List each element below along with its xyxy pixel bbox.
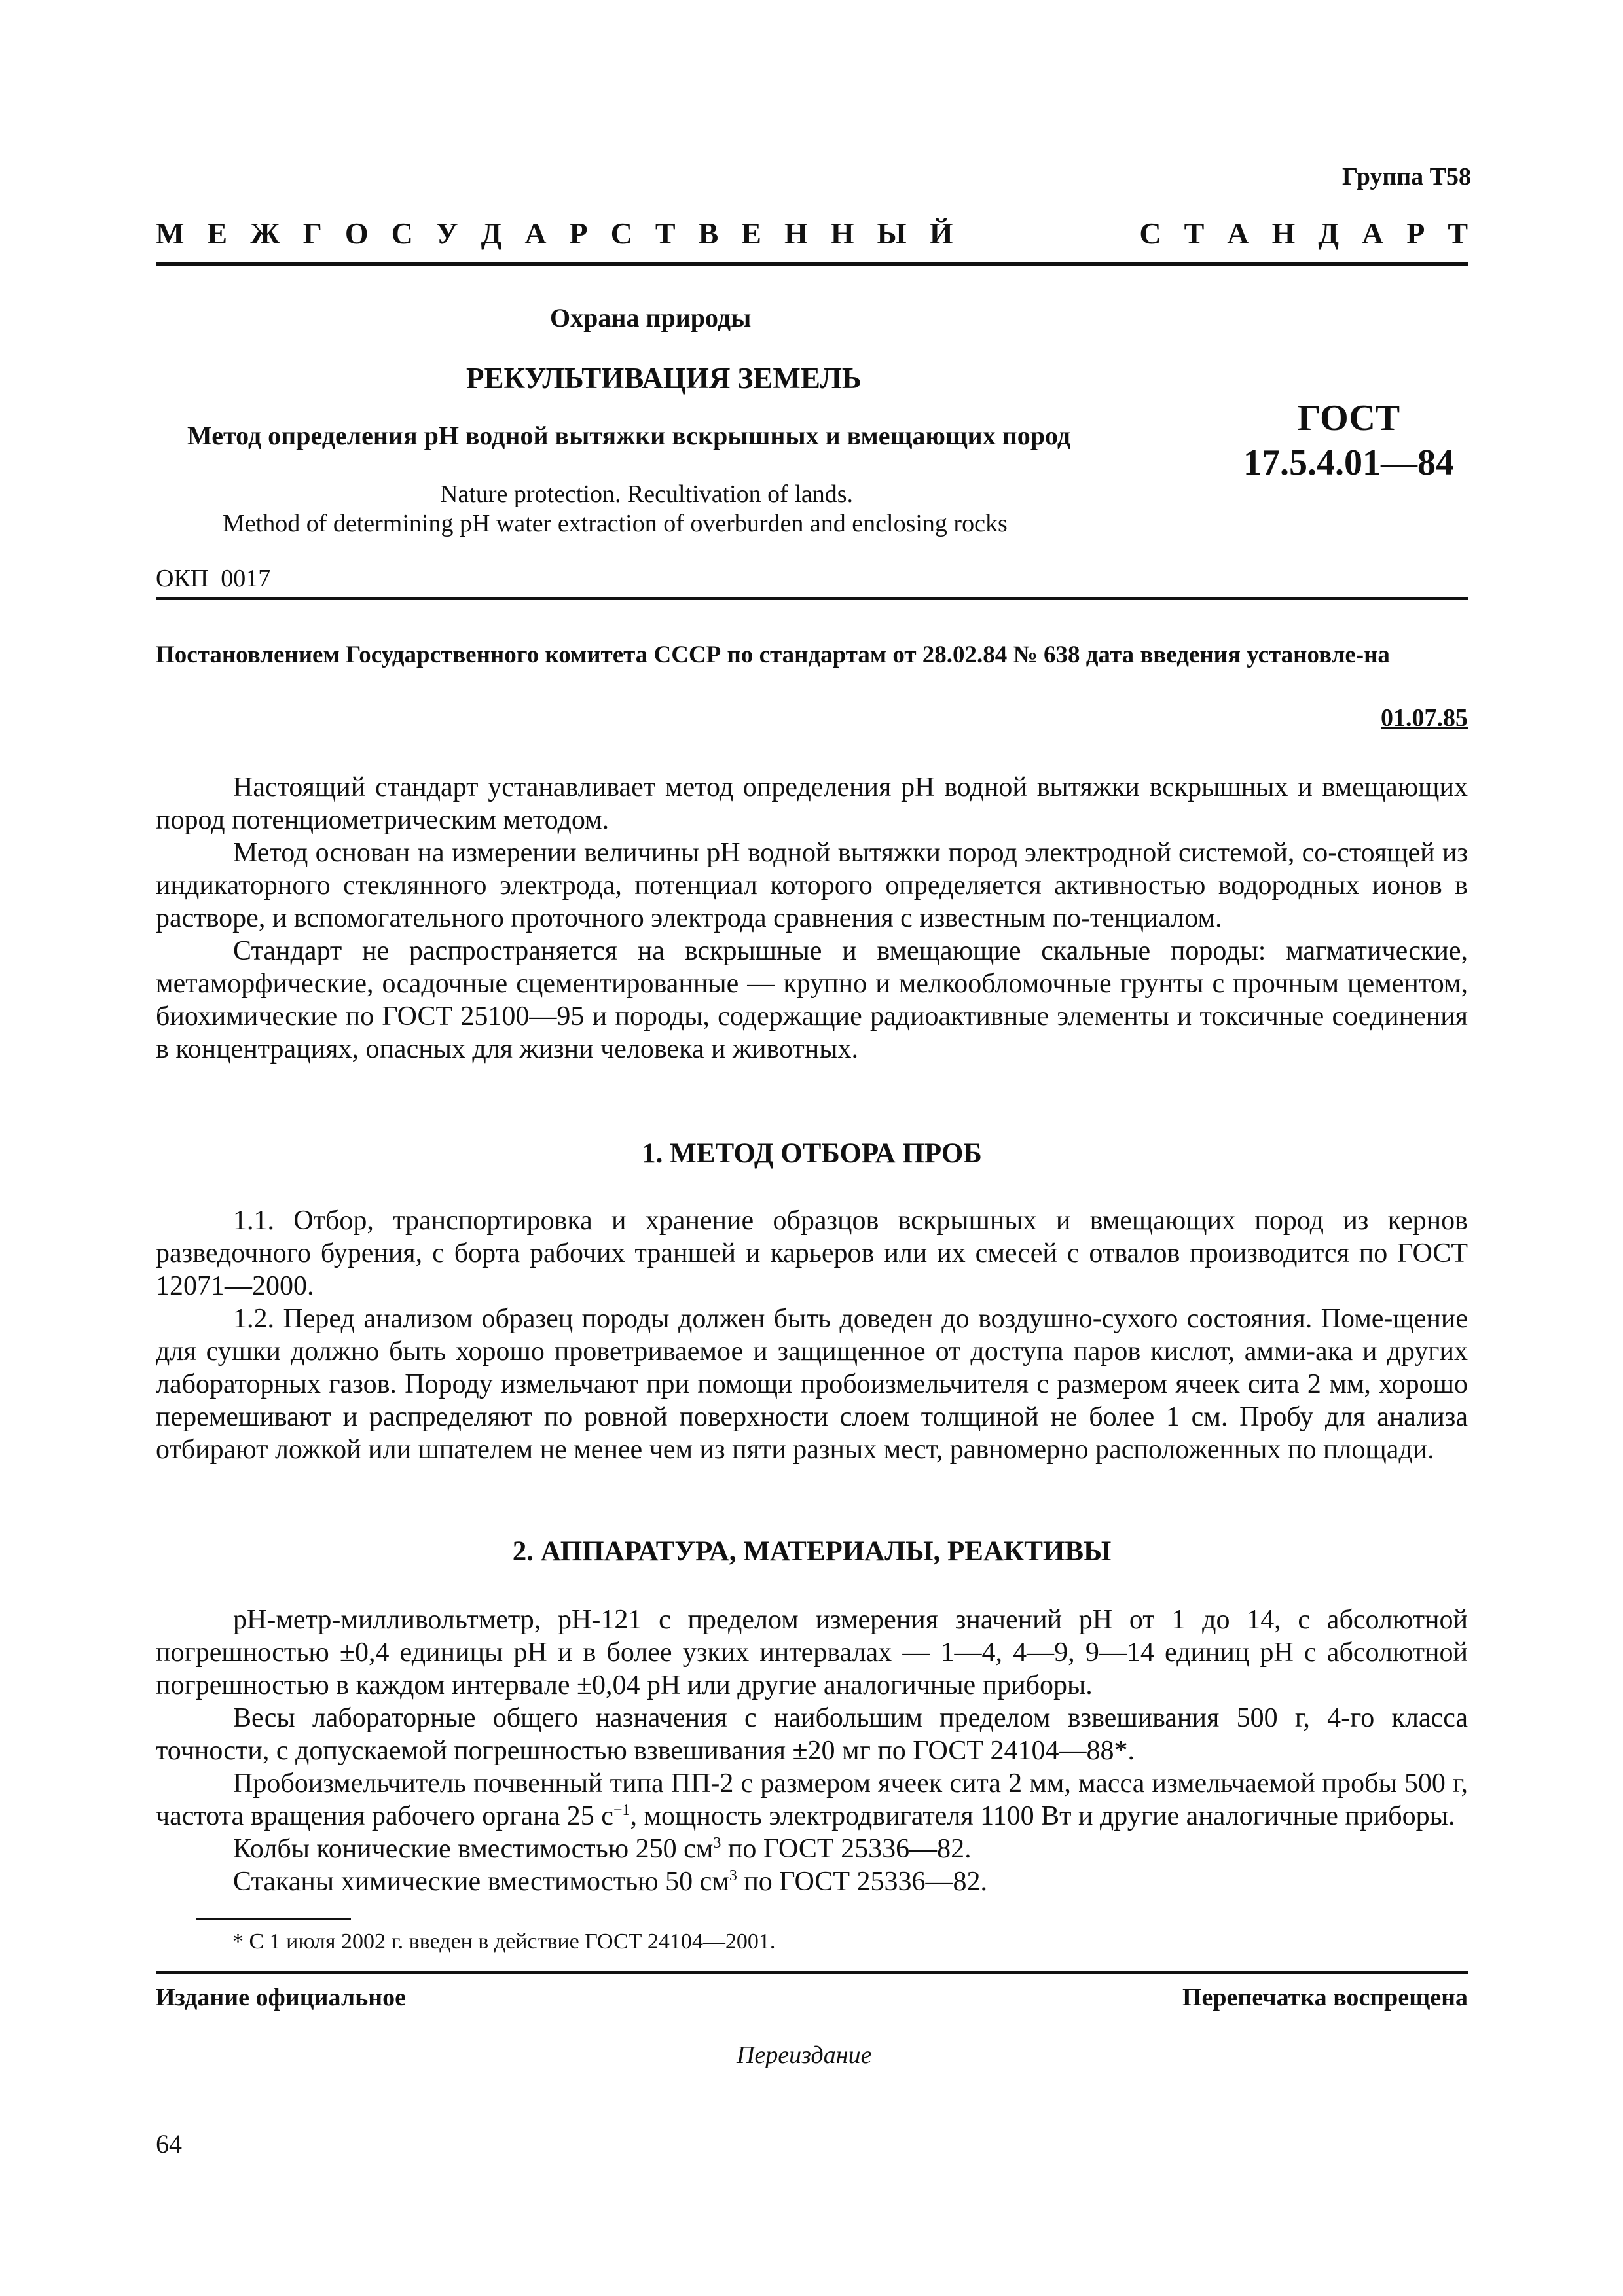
section2-paragraph: рН-метр-милливольтметр, рН-121 с пределом измерения значений рН от 1 до 14, с абсолютной погрешностью ±0,4 единицы рН и в более узких интервалах — 1—4, 4—9, 9—14 единиц рН с абсолютной погрешностью в каждом интервале ±0,04 рН или другие аналогичные приборы. (156, 1605, 1468, 1700)
footer-reissue: Переиздание (737, 2041, 872, 2069)
p3-text-a: Пробоизмельчитель почвенный типа ПП-2 с размером ячеек сита 2 мм, масса измельчаемой пробы 500 г, частота вращения рабочего органа 25 с (156, 1768, 1468, 1831)
banner-left-word: М Е Ж Г О С У Д А Р С Т В Е Н Н Ы Й (156, 217, 953, 250)
standard-banner (156, 216, 1468, 251)
page-number: 64 (156, 2129, 182, 2159)
p3-text-b: , мощность электродвигателя 1100 Вт и другие аналогичные приборы. (630, 1801, 1455, 1831)
p5-text-b: по ГОСТ 25336—82. (737, 1867, 988, 1897)
footnote-text: * С 1 июля 2002 г. введен в действие ГОСТ 24104—2001. (232, 1929, 776, 1954)
okp-code: ОКП 0017 (156, 565, 271, 592)
section2-paragraph (156, 1833, 1468, 1865)
section2-heading: 2. АППАРАТУРА, МАТЕРИАЛЫ, РЕАКТИВЫ (512, 1536, 1112, 1567)
title-line3: Метод определения рН водной вытяжки вскрышных и вмещающих пород (187, 421, 1071, 450)
decree-date: 01.07.85 (1381, 704, 1468, 732)
intro-paragraph: Настоящий стандарт устанавливает метод определения рН водной вытяжки вскрышных и вмещающих пород потенциометрическим методом. (156, 772, 1468, 835)
section1-paragraph: 1.2. Перед анализом образец породы должен быть доведен до воздушно-сухого состояния. Поме-щение для сушки должно быть хорошо проветриваемое и защищенное от доступа паров кислот, амми-ака и других лабораторных газов. Породу измельчают при помощи пробоизмельчителя с размером ячеек сита 2 мм, хорошо перемешивают и распределяют по ровной поверхности слоем толщиной не более 1 см. Пробу для анализа отбирают ложкой или шпателем не менее чем из пяти разных мест, равномерно расположенных по площади. (156, 1304, 1468, 1465)
footer-official-edition: Издание официальное (156, 1984, 407, 2011)
decree-text: Постановлением Государственного комитета СССР по стандартам от 28.02.84 № 638 дата введения установле-на (156, 641, 1390, 668)
intro-paragraph: Метод основан на измерении величины рН водной вытяжки пород электродной системой, со-стоящей из индикаторного стеклянного электрода, потенциал которого определяется активностью водородных ионов в растворе, и вспомогательного проточного электрода сравнения с известным по-тенциалом. (156, 838, 1468, 933)
title-rule (156, 597, 1468, 600)
section1-heading: 1. МЕТОД ОТБОРА ПРОБ (642, 1138, 982, 1169)
p4-text-a: Колбы конические вместимостью 250 см (233, 1834, 714, 1864)
intro-paragraph: Стандарт не распространяется на вскрышные и вмещающие скальные породы: магматические, метаморфические, осадочные сцементированные — крупно и мелкообломочные грунты с прочным цементом, биохимические по ГОСТ 25100—95 и породы, содержащие радиоактивные элементы и токсичные соединения в концентрациях, опасных для жизни человека и животных. (156, 936, 1468, 1064)
section1-paragraph: 1.1. Отбор, транспортировка и хранение образцов вскрышных и вмещающих пород из кернов разведочного бурения, с борта рабочих траншей и карьеров или их смесей с отвалов производится по ГОСТ 12071—2000. (156, 1206, 1468, 1301)
footer-reprint-prohibited: Перепечатка воспрещена (1182, 1984, 1468, 2011)
title-en-line2: Method of determining pH water extraction of overburden and enclosing rocks (223, 510, 1008, 537)
gost-label: ГОСТ (1297, 398, 1400, 439)
group-label: Группа Т58 (1341, 163, 1471, 190)
intro-block (156, 771, 1468, 1066)
title-en-line1: Nature protection. Recultivation of lands. (440, 480, 854, 508)
p4-superscript: 3 (713, 1835, 721, 1852)
section2-paragraph: Весы лабораторные общего назначения с наибольшим пределом взвешивания 500 г, 4-го класса точности, с допускаемой погрешностью взвешивания ±20 мг по ГОСТ 24104—88*. (156, 1703, 1468, 1766)
p3-superscript: −1 (613, 1802, 630, 1819)
title-line2: РЕКУЛЬТИВАЦИЯ ЗЕМЕЛЬ (466, 362, 862, 395)
gost-number: 17.5.4.01—84 (1243, 442, 1454, 483)
gost-designation (1218, 396, 1480, 485)
p4-text-b: по ГОСТ 25336—82. (721, 1834, 972, 1864)
section2-block (156, 1604, 1468, 1898)
p5-superscript: 3 (729, 1867, 737, 1884)
p5-text-a: Стаканы химические вместимостью 50 см (233, 1867, 729, 1897)
title-line1: Охрана природы (550, 303, 752, 332)
section1-block (156, 1204, 1468, 1466)
footer-rule (156, 1971, 1468, 1974)
banner-right-word: С Т А Н Д А Р Т (1139, 217, 1468, 250)
footnote-rule (196, 1918, 351, 1920)
section2-paragraph (156, 1767, 1468, 1833)
section2-paragraph (156, 1865, 1468, 1898)
banner-rule (156, 262, 1468, 266)
